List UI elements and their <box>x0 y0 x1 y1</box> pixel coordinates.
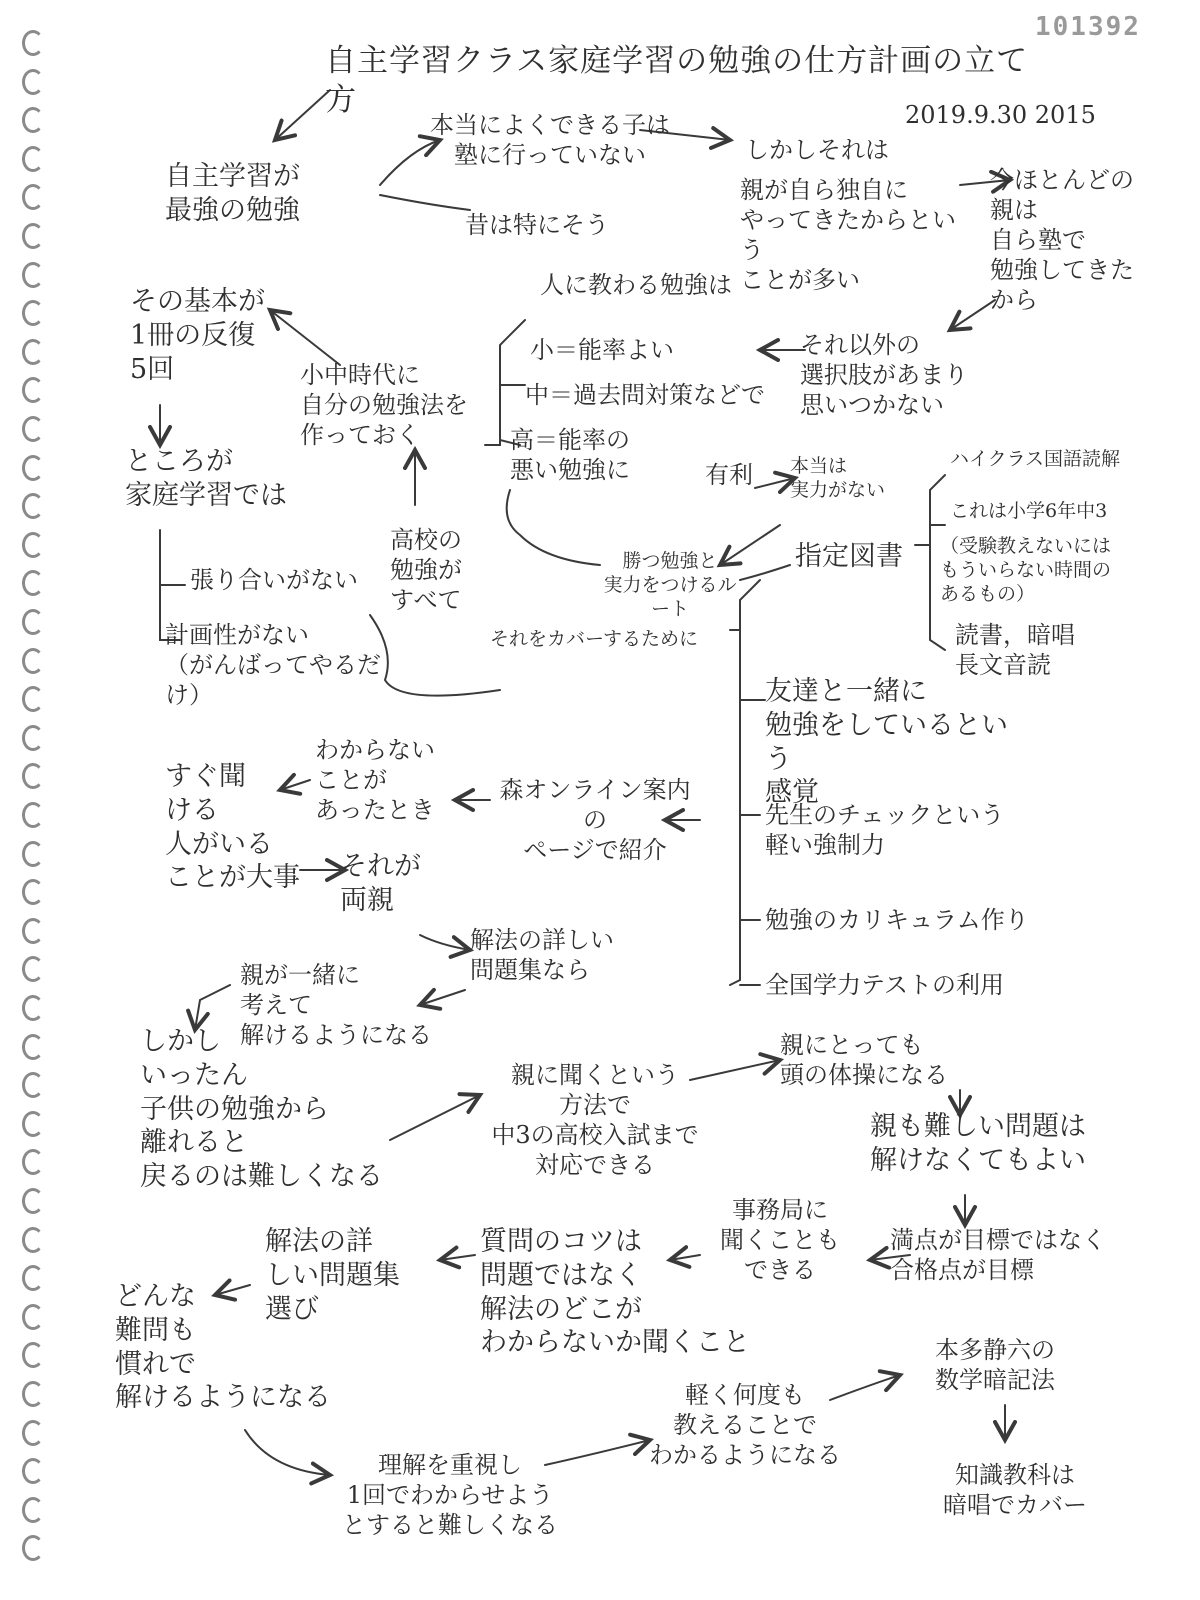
note-oya-ni-kiku: 親に聞くという 方法で 中3の高校入試まで 対応できる <box>491 1061 699 1179</box>
note-zenkoku: 全国学力テストの利用 <box>765 971 1005 999</box>
note-honto-yoku: 本当によくできる子は 塾に行っていない <box>430 111 670 169</box>
document-id-stamp: 101392 <box>1035 12 1141 42</box>
note-shikashi-ittan: しかし いったん 子供の勉強から 離れると 戻るのは難しくなる <box>140 1026 383 1192</box>
line-jishu-to-mukashi <box>380 195 470 210</box>
date-note: 2019.9.30 2015 <box>905 101 1096 129</box>
note-oya-dokuji: 親が自ら独自に やってきたからという ことが多い <box>740 176 956 294</box>
note-sho-noritsu: 小＝能率よい <box>530 336 674 364</box>
note-shochu-jidai: 小中時代に 自分の勉強法を 作っておく <box>300 361 468 449</box>
note-tomodachi: 友達と一緒に 勉強をしているという 感覚 <box>765 676 1008 809</box>
note-chishiki: 知識教科は 暗唱でカバー <box>943 1461 1087 1519</box>
note-oya-muzukashii: 親も難しい問題は 解けなくてもよい <box>870 1111 1086 1176</box>
note-sono-kihon: その基本が 1冊の反復 5回 <box>130 286 265 385</box>
note-curriculum: 勉強のカリキュラム作り <box>765 906 1029 934</box>
note-jimukyoku: 事務局に 聞くことも できる <box>720 1196 840 1284</box>
arrow-ima-to-sore <box>950 300 995 330</box>
note-rikai: 理解を重視し 1回でわからせよう とすると難しくなる <box>342 1451 558 1539</box>
note-hito-ni-osowaru: 人に教わる勉強は <box>540 271 732 299</box>
note-manten: 満点が目標ではなく 合格点が目標 <box>890 1226 1106 1284</box>
note-kouko-subete: 高校の 勉強が すべて <box>390 526 462 614</box>
note-katsu-benkyo: 勝つ勉強と 実力をつけるルート <box>603 550 737 620</box>
note-shogaku: これは小学6年中3 <box>950 500 1108 522</box>
curve-kou-to-katsu <box>507 490 600 565</box>
note-keikakusei: 計画性がない （がんばってやるだけ） <box>165 621 381 709</box>
note-jishu-gakushu: 自主学習が 最強の勉強 <box>165 161 300 226</box>
note-shitsumon-kotsu: 質問のコツは 問題ではなく 解法のどこが わからないか聞くこと <box>480 1226 750 1359</box>
note-kaiho-erabi: 解法の詳 しい問題集 選び <box>265 1226 400 1325</box>
arrow-title-to-jishu <box>275 90 330 140</box>
note-sugu-kikeru: すぐ聞 ける 人がいる ことが大事 <box>165 761 300 894</box>
note-dokusho: 読書，暗唱 長文音読 <box>955 621 1075 679</box>
page-title: 自主学習クラス家庭学習の勉強の仕方計画の立て方 <box>325 43 1029 118</box>
arrow-shikashi-to-oya-kiku <box>390 1095 480 1140</box>
note-karuku: 軽く何度も 教えることで わかるようになる <box>649 1381 841 1469</box>
note-donna-nanmon: どんな 難問も 慣れで 解けるようになる <box>115 1281 331 1414</box>
note-sore-igai: それ以外の 選択肢があまり 思いつかない <box>800 331 968 419</box>
note-shikashi: しかしそれは <box>745 136 889 164</box>
arrow-oya-issho-to-shikashi <box>195 985 230 1030</box>
arrow-ryoshin-to-kaiho <box>420 935 470 950</box>
note-cover: それをカバーするために <box>490 628 699 650</box>
note-ima-hotondo: 今ほとんどの 親は 自ら塾で 勉強してきた から <box>990 166 1134 314</box>
note-shitei-tosho: 指定図書 <box>795 541 903 572</box>
note-sensei-check: 先生のチェックという 軽い強制力 <box>765 801 1005 859</box>
note-honda: 本多静六の 数学暗記法 <box>935 1336 1055 1394</box>
note-chu-kakomon: 中＝過去問対策などで <box>525 381 765 409</box>
curve-donna-to-rikai <box>245 1430 330 1475</box>
note-juken: （受験教えないには もういらない時間の あるもの） <box>940 535 1112 605</box>
note-wakaranai: わからない ことが あったとき <box>315 736 435 824</box>
note-honto-jitsuryoku: 本当は 実力がない <box>790 455 886 501</box>
note-mukashi: 昔は特にそう <box>465 211 609 239</box>
note-hariai: 張り合いがない <box>190 566 358 594</box>
note-tokoroga: ところが 家庭学習では <box>125 446 287 511</box>
note-oya-totte: 親にとっても 頭の体操になる <box>780 1031 948 1089</box>
branch-shitei <box>740 565 790 580</box>
note-ko-noritsu: 高＝能率の 悪い勉強に <box>510 426 630 484</box>
note-kaiho-kuwashii: 解法の詳しい 問題集なら <box>470 926 614 984</box>
note-oya-issho: 親が一緒に 考えて 解けるようになる <box>240 961 432 1049</box>
note-ryoshin: それが 両親 <box>340 851 421 916</box>
note-mori-online: 森オンライン案内 の ページで紹介 <box>499 776 691 864</box>
note-high-class: ハイクラス国語読解 <box>950 448 1121 470</box>
note-yuri: 有利 <box>705 461 753 489</box>
